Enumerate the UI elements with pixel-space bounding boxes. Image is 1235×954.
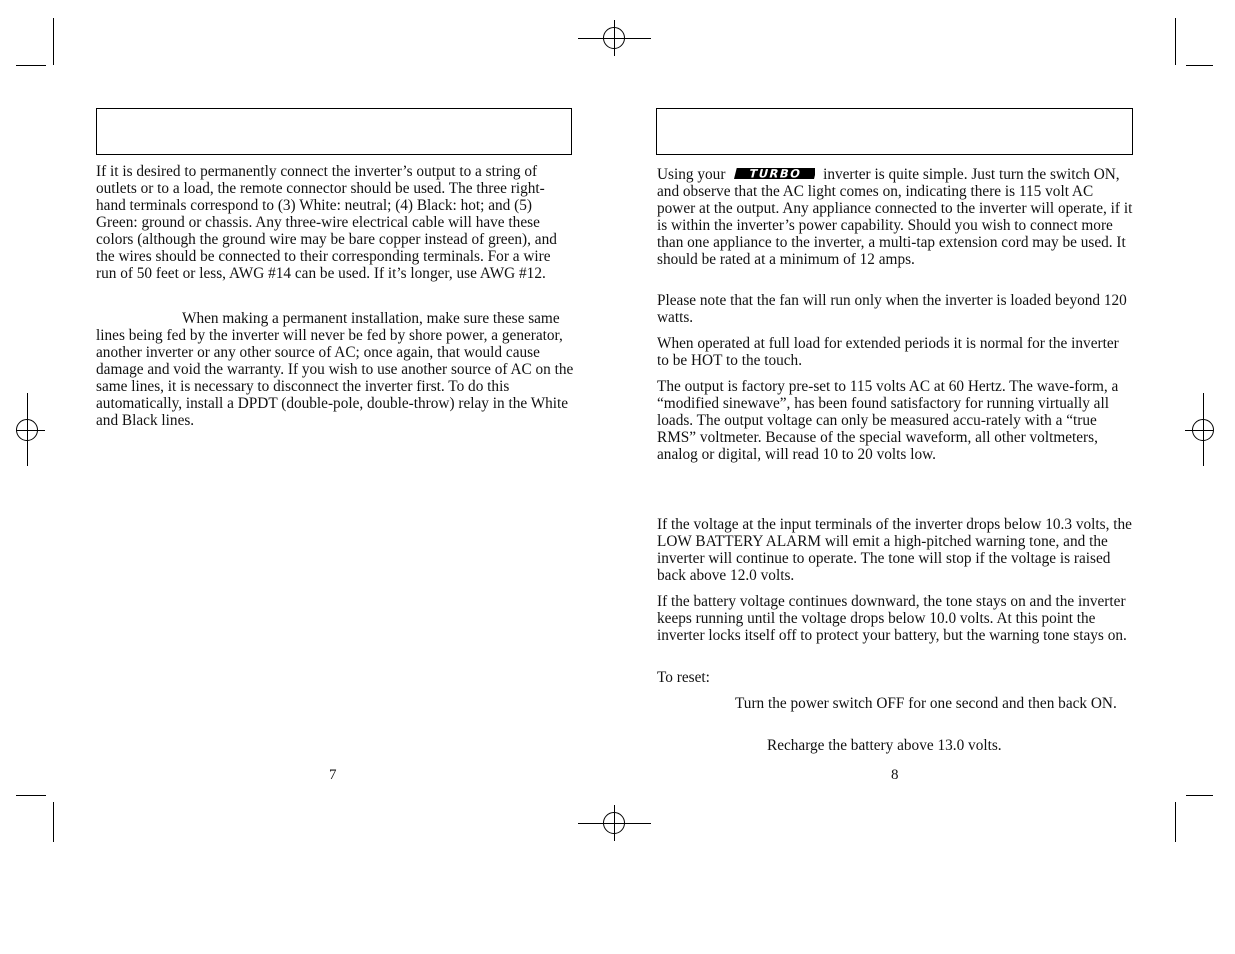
page-number-right: 8 <box>891 767 899 783</box>
crop-mark <box>16 795 46 796</box>
crop-mark <box>1186 795 1213 796</box>
right-page-header-box <box>656 108 1133 155</box>
right-paragraph-low-battery: If the voltage at the input terminals of the inverter drops below 10.3 volts, the LOW BATTERY ALARM will emit a high-pitched warning tone, and the inverter will continue to operate. The tone will stop if the voltage is raised back above 12.0 volts. <box>657 516 1132 584</box>
left-paragraph-2: When making a permanent installation, make sure these same lines being fed by the inverter will never be fed by shore power, a generator, another inverter or any other source of AC; once again, that would cause damage and void the warranty. If you wish to use another source of AC on the same lines, it is necessary to disconnect the inverter first. To do this automatically, install a DPDT (double-pole, double-throw) relay in the White and Black lines. <box>96 310 574 429</box>
right-paragraph-heat: When operated at full load for extended periods it is normal for the inverter to be HOT to the touch. <box>657 335 1119 369</box>
svg-text:TURBO: TURBO <box>747 167 804 180</box>
page-number-left: 7 <box>329 767 337 783</box>
right-intro-paragraph: Using your TURBO inverter is quite simple. Just turn the switch ON, and observe that the AC light comes on, indicating there is 115 volt AC power at the output. Any appliance connected to the inverter will operate, if it is within the inverter’s power capability. Should you wish to connect more than one appliance to the inverter, a multi-tap extension cord may be used. It should be rated at a minimum of 12 amps. <box>657 166 1133 268</box>
crop-mark <box>1186 65 1213 66</box>
left-paragraph-1: If it is desired to permanently connect the inverter’s output to a string of outlets or to a load, the remote connector should be used. The three right-hand terminals correspond to (3) White: neutral; (4) Black: hot; and (5) Green: ground or chassis. Any three-wire electrical cable will have these colors (although the ground wire may be bare copper instead of green), and the wires should be connected to their corresponding terminals. For a wire run of 50 feet or less, AWG #14 can be used. If it’s longer, use AWG #12. <box>96 163 557 282</box>
right-paragraph-reset: To reset: <box>657 669 710 686</box>
crop-mark <box>1175 18 1176 65</box>
crop-mark <box>53 18 54 65</box>
right-paragraph-battery-continues: If the battery voltage continues downward, the tone stays on and the inverter keeps running until the voltage drops below 10.0 volts. At this point the inverter locks itself off to protect your battery, but the warning tone stays on. <box>657 593 1127 644</box>
crop-mark <box>1175 802 1176 842</box>
right-paragraph-output: The output is factory pre-set to 115 volts AC at 60 Hertz. The wave-form, a “modified sinewave”, has been found satisfactory for running virtually all loads. The output voltage can only be measured accu-rately with a “true RMS” voltmeter. Because of the special waveform, all other voltmeters, analog or digital, will read 10 to 20 volts low. <box>657 378 1119 463</box>
right-paragraph-reset-step-1: Turn the power switch OFF for one second and then back ON. <box>735 695 1117 712</box>
right-paragraph-reset-step-2: Recharge the battery above 13.0 volts. <box>767 737 1002 754</box>
right-paragraph-fan: Please note that the fan will run only when the inverter is loaded beyond 120 watts. <box>657 292 1127 326</box>
crop-mark <box>16 65 46 66</box>
turbo-logo <box>733 167 815 180</box>
crop-mark <box>53 802 54 842</box>
left-page-header-box <box>96 108 572 155</box>
